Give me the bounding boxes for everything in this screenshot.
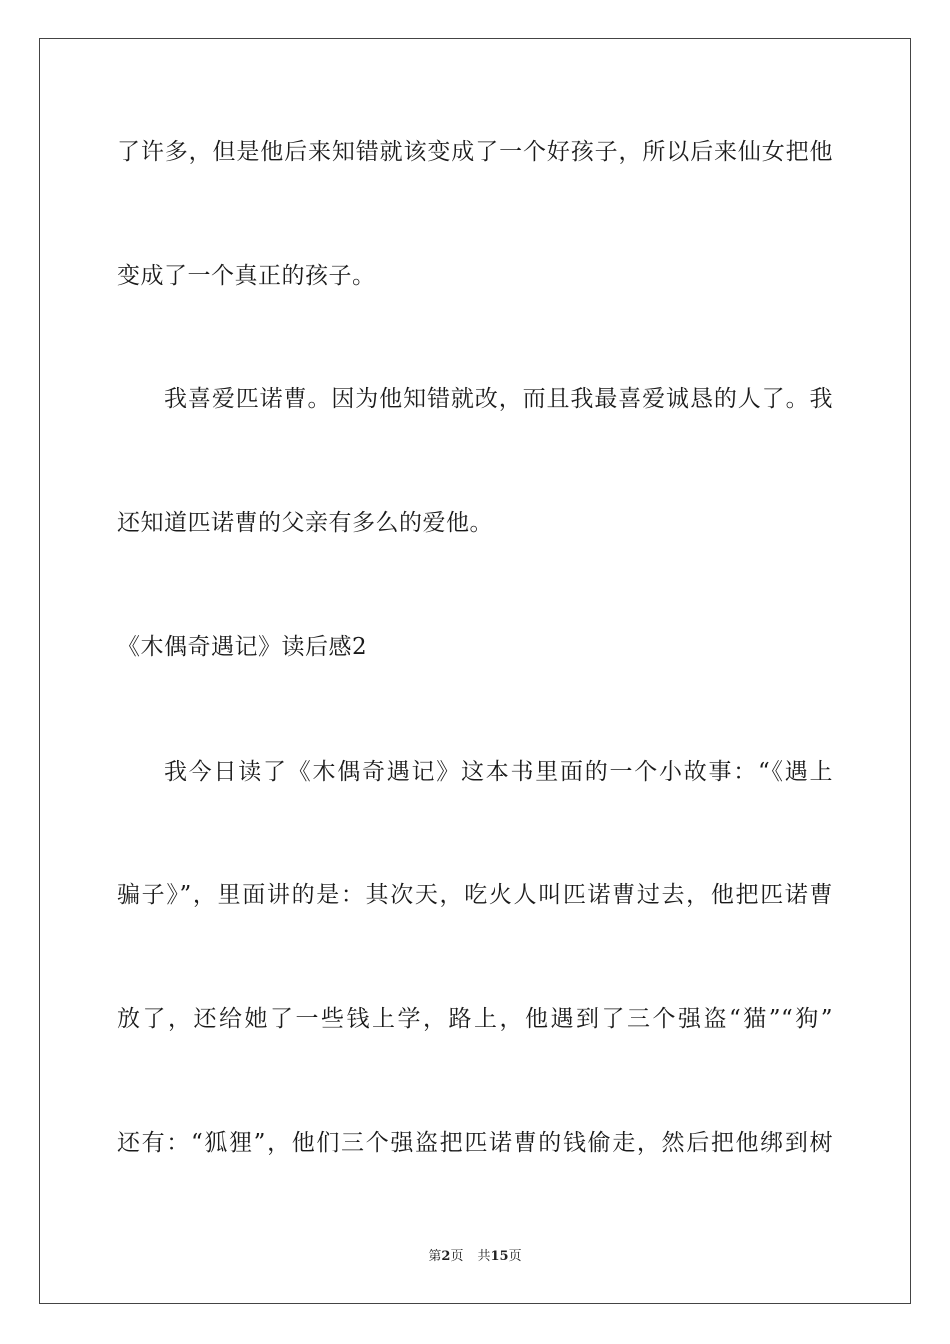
total-prefix: 共 bbox=[477, 1249, 491, 1264]
body-text-line: 我喜爱匹诺曹。因为他知错就改，而且我最喜爱诚恳的人了。我 bbox=[164, 386, 833, 412]
body-text-line: 还知道匹诺曹的父亲有多么的爱他。 bbox=[117, 510, 493, 536]
page-border bbox=[39, 38, 911, 1304]
body-text-line: 放了，还给她了一些钱上学，路上，他遇到了三个强盗“猫”“狗” bbox=[117, 1006, 833, 1032]
total-suffix: 页 bbox=[508, 1249, 522, 1264]
page-footer bbox=[0, 1248, 950, 1266]
body-text-line: 了许多，但是他后来知错就该变成了一个好孩子，所以后来仙女把他 bbox=[117, 139, 833, 165]
page-current: 2 bbox=[441, 1249, 451, 1264]
page-suffix: 页 bbox=[450, 1249, 464, 1264]
body-text-line: 我今日读了《木偶奇遇记》这本书里面的一个小故事：“《遇上 bbox=[164, 759, 833, 785]
body-text-line: 骗子》”，里面讲的是：其次天，吃火人叫匹诺曹过去，他把匹诺曹 bbox=[117, 882, 833, 908]
body-text-line: 变成了一个真正的孩子。 bbox=[117, 263, 376, 289]
page-total: 15 bbox=[490, 1249, 509, 1264]
section-heading: 《木偶奇遇记》读后感2 bbox=[117, 634, 368, 660]
body-text-line: 还有：“狐狸”，他们三个强盗把匹诺曹的钱偷走，然后把他绑到树 bbox=[117, 1130, 833, 1156]
page-prefix: 第 bbox=[428, 1249, 442, 1264]
